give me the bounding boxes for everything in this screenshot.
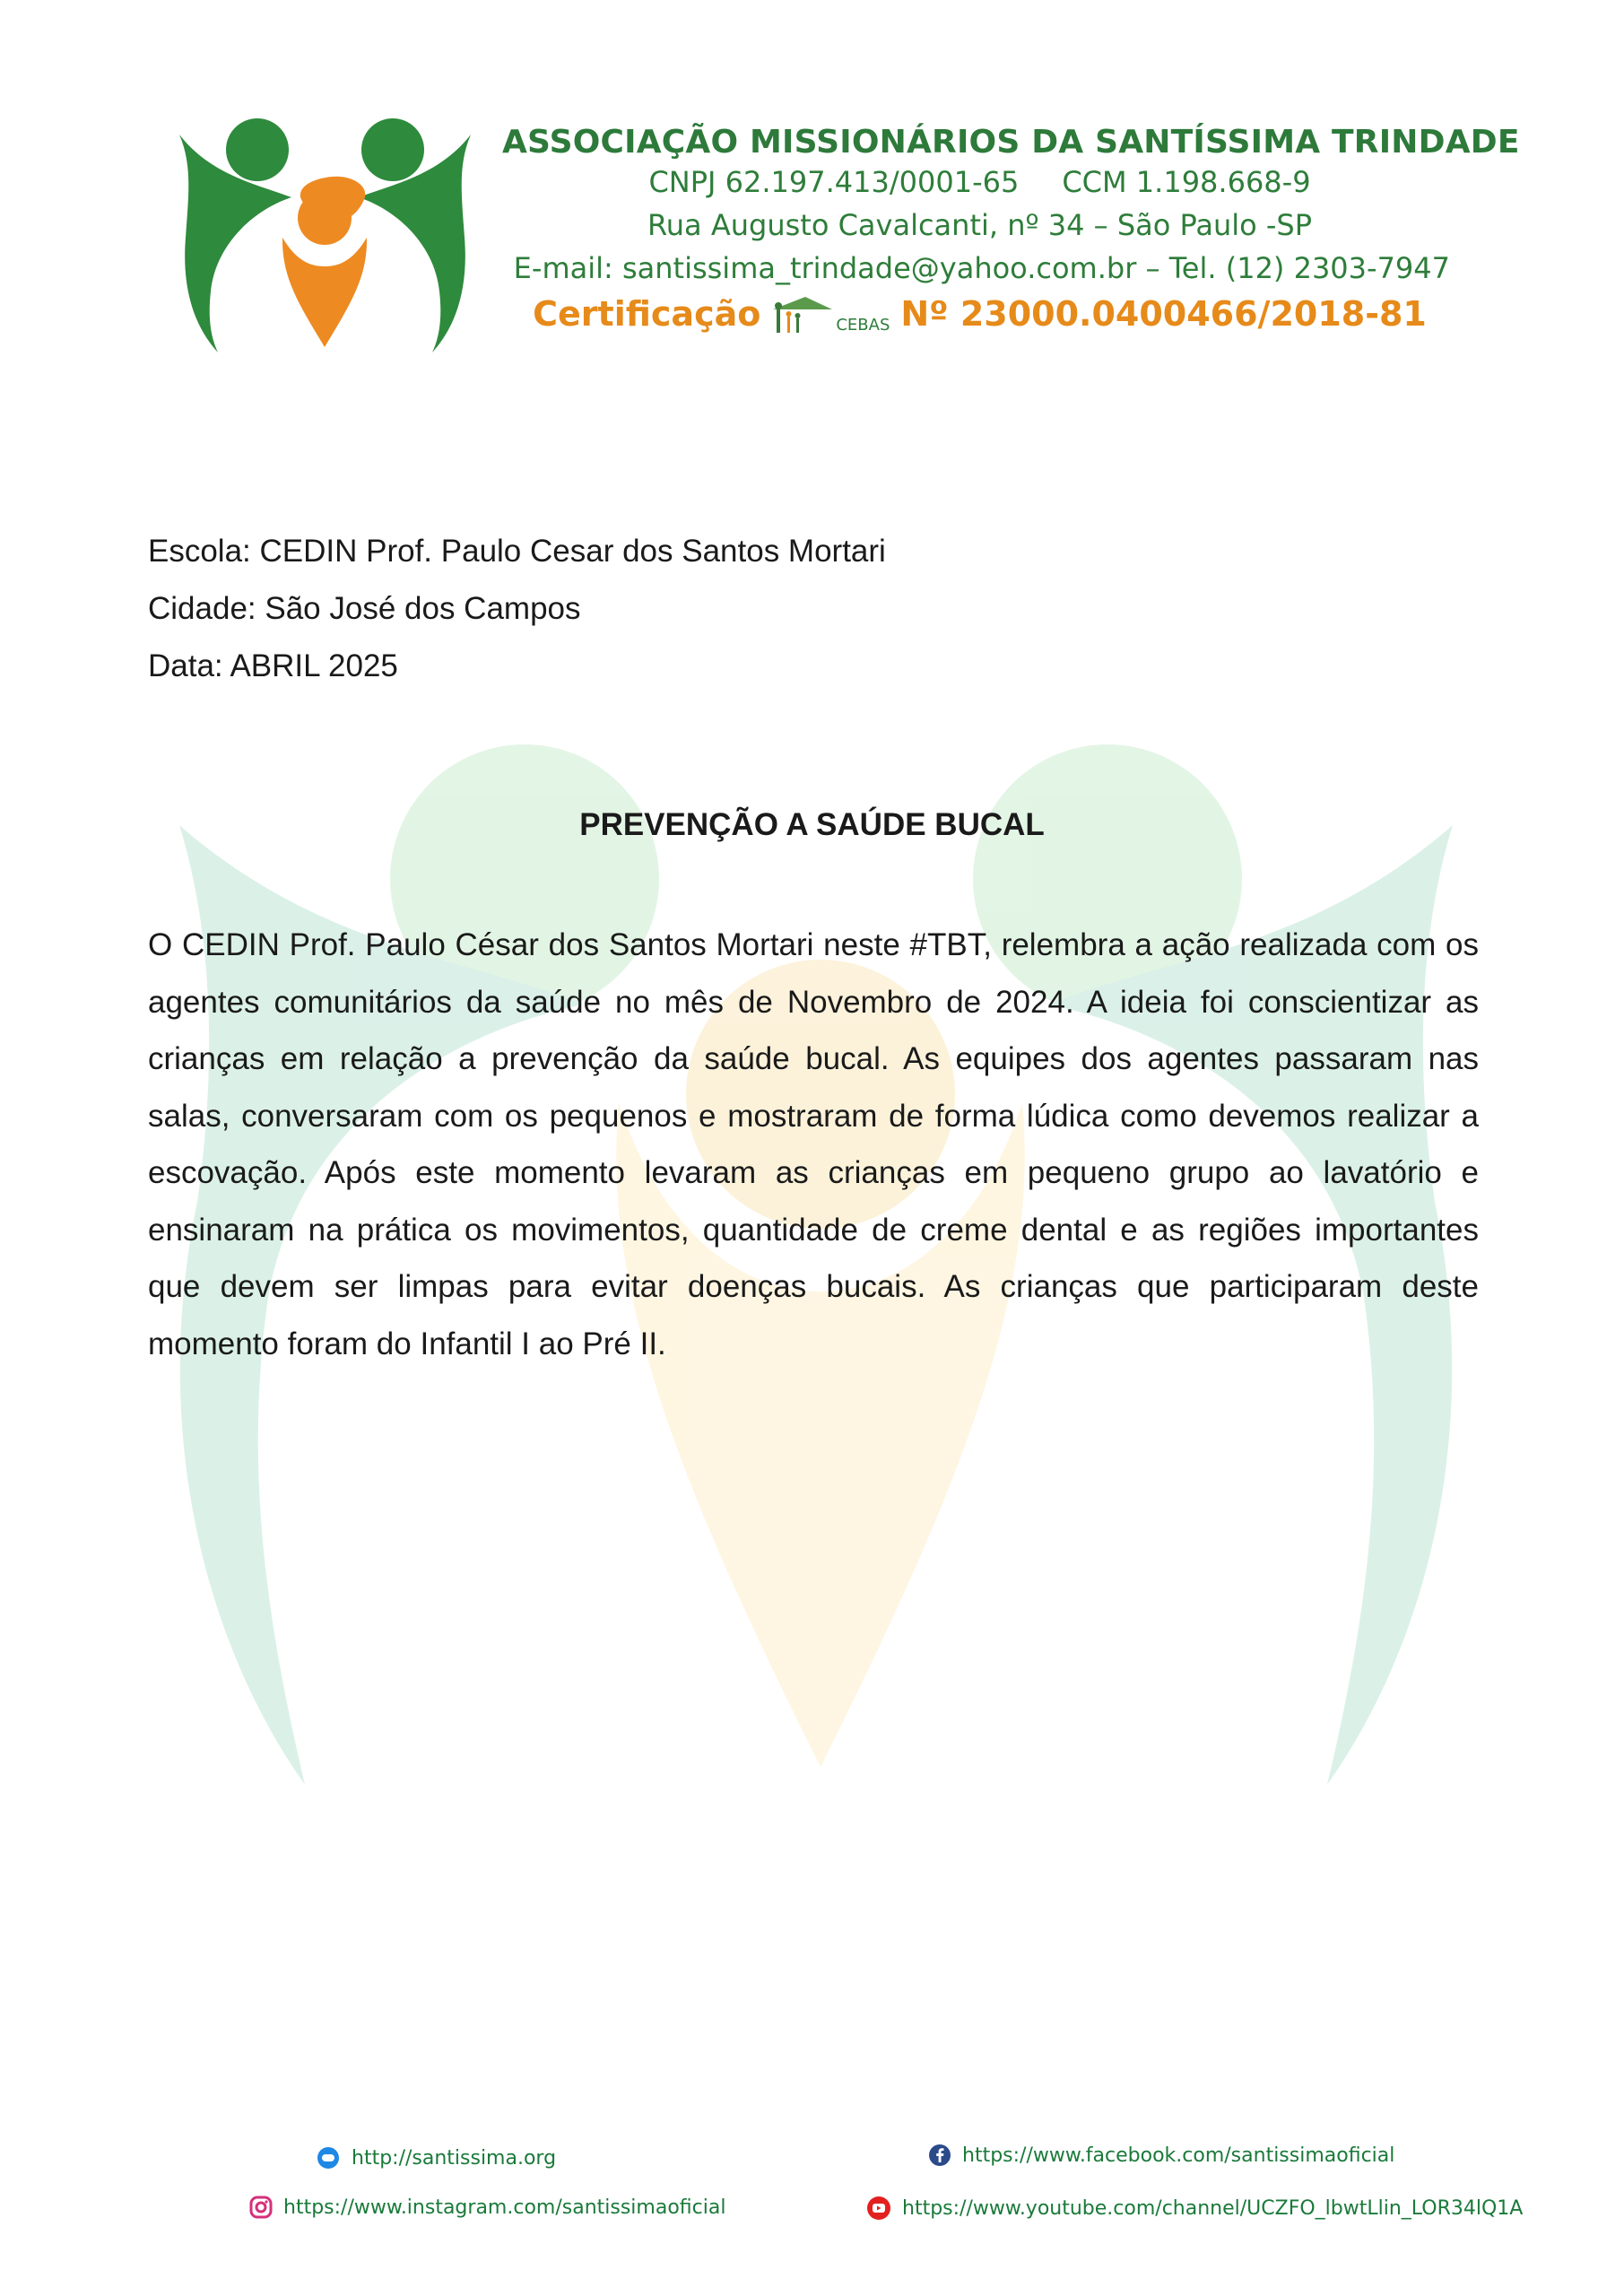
city-line: Cidade: São José dos Campos: [148, 591, 581, 626]
instagram-url: https://www.instagram.com/santissimaoficial: [283, 2196, 726, 2219]
youtube-link[interactable]: [866, 2196, 1523, 2221]
website-link[interactable]: [316, 2145, 556, 2170]
document-meta: [148, 523, 886, 695]
facebook-icon: [928, 2144, 951, 2167]
globe-icon: [316, 2145, 341, 2170]
youtube-icon: [866, 2196, 891, 2221]
facebook-link[interactable]: [928, 2144, 1394, 2167]
address: Rua Augusto Cavalcanti, nº 34 – São Paulo -SP: [647, 208, 1313, 242]
letterhead: [502, 124, 1520, 335]
school-line: Escola: CEDIN Prof. Paulo Cesar dos Santos Mortari: [148, 534, 886, 569]
certification-line: [502, 293, 1457, 335]
ccm: CCM 1.198.668-9: [1062, 165, 1311, 199]
org-name: ASSOCIAÇÃO MISSIONÁRIOS DA SANTÍSSIMA TRINDADE: [502, 124, 1520, 161]
cebas-house-icon: [771, 293, 834, 335]
document-title: PREVENÇÃO A SAÚDE BUCAL: [579, 807, 1045, 842]
date-line: Data: ABRIL 2025: [148, 648, 398, 683]
registration-line: [502, 161, 1457, 204]
cert-number: Nº 23000.0400466/2018-81: [900, 294, 1427, 334]
instagram-link[interactable]: [249, 2196, 725, 2219]
youtube-url: https://www.youtube.com/channel/UCZFO_lbwtLlin_LOR34lQ1A: [902, 2196, 1524, 2220]
association-logo: [175, 112, 475, 354]
contact-line: E-mail: santissima_trindade@yahoo.com.br – Tel. (12) 2303-7947: [513, 251, 1450, 285]
instagram-icon: [249, 2196, 273, 2219]
cebas-badge: [771, 293, 890, 335]
body-paragraph: O CEDIN Prof. Paulo César dos Santos Mortari neste #TBT, relembra a ação realizada com os agentes comunitários da saúde no mês de Novembro de 2024. A ideia foi conscientizar as crianças em relação a prevenção da saúde bucal. As equipes dos agentes passaram nas salas, conversaram com os pequenos e mostraram de forma lúdica como devemos realizar a escovação. Após este momento levaram as crianças em pequeno grupo ao lavatório e ensinaram na prática os movimentos, quantidade de creme dental e as regiões importantes que devem ser limpas para evitar doenças bucais. As crianças que participaram deste momento foram do Infantil I ao Pré II.: [148, 927, 1479, 1361]
cert-label: Certificação: [533, 294, 761, 334]
cebas-text: CEBAS: [836, 316, 890, 335]
cnpj: CNPJ 62.197.413/0001-65: [648, 165, 1020, 199]
facebook-url: https://www.facebook.com/santissimaoficial: [962, 2144, 1395, 2167]
website-url: http://santissima.org: [352, 2146, 557, 2170]
